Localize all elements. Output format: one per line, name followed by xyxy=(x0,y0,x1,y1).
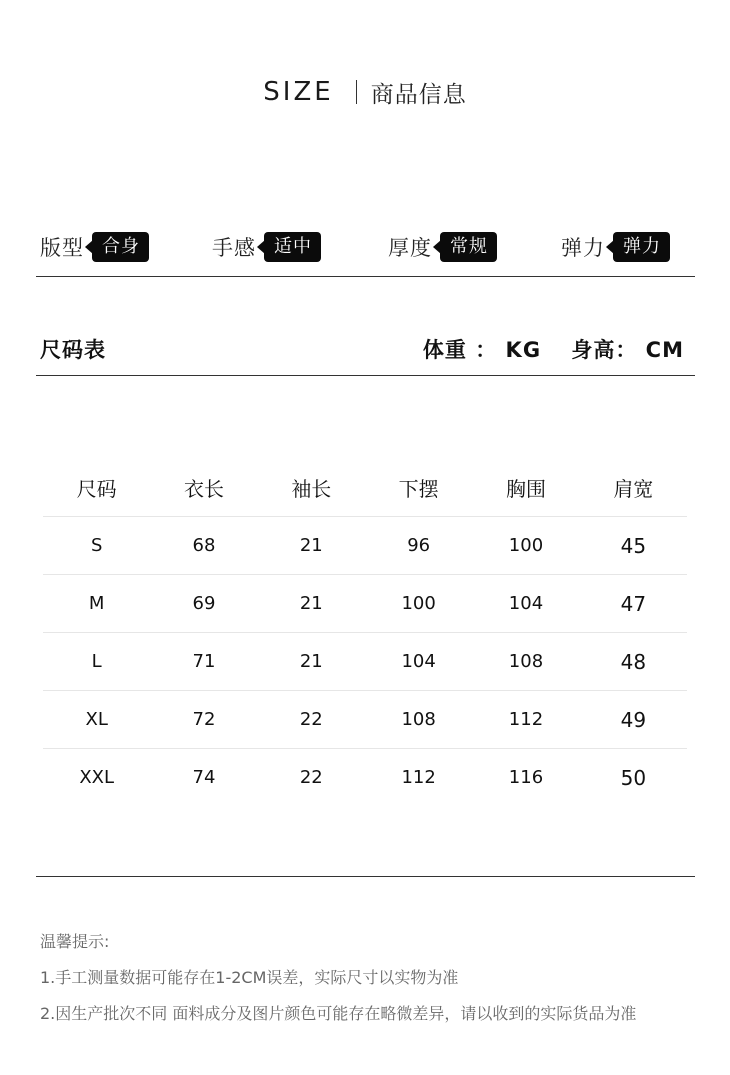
table-row xyxy=(43,633,687,691)
attribute-label: 弹力 xyxy=(561,236,605,260)
column-header: 胸围 xyxy=(472,458,579,517)
attribute-thickness xyxy=(388,228,497,266)
size-cell: L xyxy=(43,633,150,691)
column-header: 尺码 xyxy=(43,458,150,517)
sleeve-cell: 22 xyxy=(299,767,323,788)
column-header: 衣长 xyxy=(150,458,257,517)
column-header: 肩宽 xyxy=(580,458,687,517)
size-cell: XL xyxy=(43,691,150,749)
column-header: 袖长 xyxy=(258,458,365,517)
table-row xyxy=(43,575,687,633)
height-unit: 身高： CM xyxy=(571,338,684,362)
size-cell: XXL xyxy=(79,767,115,788)
divider-line xyxy=(36,375,695,376)
shoulder-cell: 49 xyxy=(580,691,687,749)
note-line: 1.手工测量数据可能存在1-2CM误差，实际尺寸以实物为准 xyxy=(40,968,459,987)
weight-unit: 体重 ： KG xyxy=(422,338,542,362)
size-chart-title: 尺码表 xyxy=(40,338,106,362)
hem-cell: 96 xyxy=(365,517,472,575)
product-info-heading: 商品信息 xyxy=(370,81,467,108)
sleeve-cell: 21 xyxy=(258,517,365,575)
hem-cell: 104 xyxy=(365,633,472,691)
hem-cell: 108 xyxy=(365,691,472,749)
attribute-label: 手感 xyxy=(212,236,256,260)
divider-line xyxy=(36,276,695,277)
shoulder-cell: 47 xyxy=(580,575,687,633)
table-row xyxy=(43,691,687,749)
table-row xyxy=(43,749,687,807)
table-row xyxy=(43,517,687,575)
table-header-row xyxy=(43,458,687,517)
attribute-feel xyxy=(212,228,321,266)
size-cell: M xyxy=(43,575,150,633)
sleeve-cell: 22 xyxy=(258,691,365,749)
chest-cell: 116 xyxy=(508,767,544,788)
attribute-tag: 弹力 xyxy=(613,232,670,262)
length-cell: 69 xyxy=(150,575,257,633)
length-cell: 71 xyxy=(150,633,257,691)
column-header: 下摆 xyxy=(365,458,472,517)
header-divider xyxy=(356,80,357,104)
chest-cell: 104 xyxy=(472,575,579,633)
hem-cell: 112 xyxy=(401,767,436,788)
size-heading: SIZE xyxy=(263,77,334,107)
note-line: 2.因生产批次不同 面料成分及图片颜色可能存在略微差异，请以收到的实际货品为准 xyxy=(40,1004,637,1023)
divider-line xyxy=(36,876,695,877)
attribute-fit xyxy=(40,228,149,266)
notes-heading: 温馨提示: xyxy=(40,932,110,951)
shoulder-cell: 48 xyxy=(580,633,687,691)
attribute-row xyxy=(40,228,695,266)
attribute-tag: 常规 xyxy=(440,232,497,262)
length-cell: 74 xyxy=(192,767,216,788)
size-table xyxy=(43,458,687,806)
shoulder-cell: 50 xyxy=(620,765,647,790)
shoulder-cell: 45 xyxy=(580,517,687,575)
notes-section xyxy=(40,928,700,1036)
length-cell: 68 xyxy=(150,517,257,575)
attribute-tag: 合身 xyxy=(92,232,149,262)
page-header xyxy=(0,72,730,112)
sleeve-cell: 21 xyxy=(258,633,365,691)
attribute-label: 厚度 xyxy=(388,236,432,260)
chest-cell: 112 xyxy=(472,691,579,749)
attribute-tag: 适中 xyxy=(264,232,321,262)
length-cell: 72 xyxy=(150,691,257,749)
sleeve-cell: 21 xyxy=(258,575,365,633)
chest-cell: 108 xyxy=(472,633,579,691)
hem-cell: 100 xyxy=(365,575,472,633)
chest-cell: 100 xyxy=(472,517,579,575)
size-cell: S xyxy=(43,517,150,575)
attribute-elasticity xyxy=(561,228,670,266)
attribute-label: 版型 xyxy=(40,236,84,260)
size-chart-units xyxy=(401,334,684,364)
